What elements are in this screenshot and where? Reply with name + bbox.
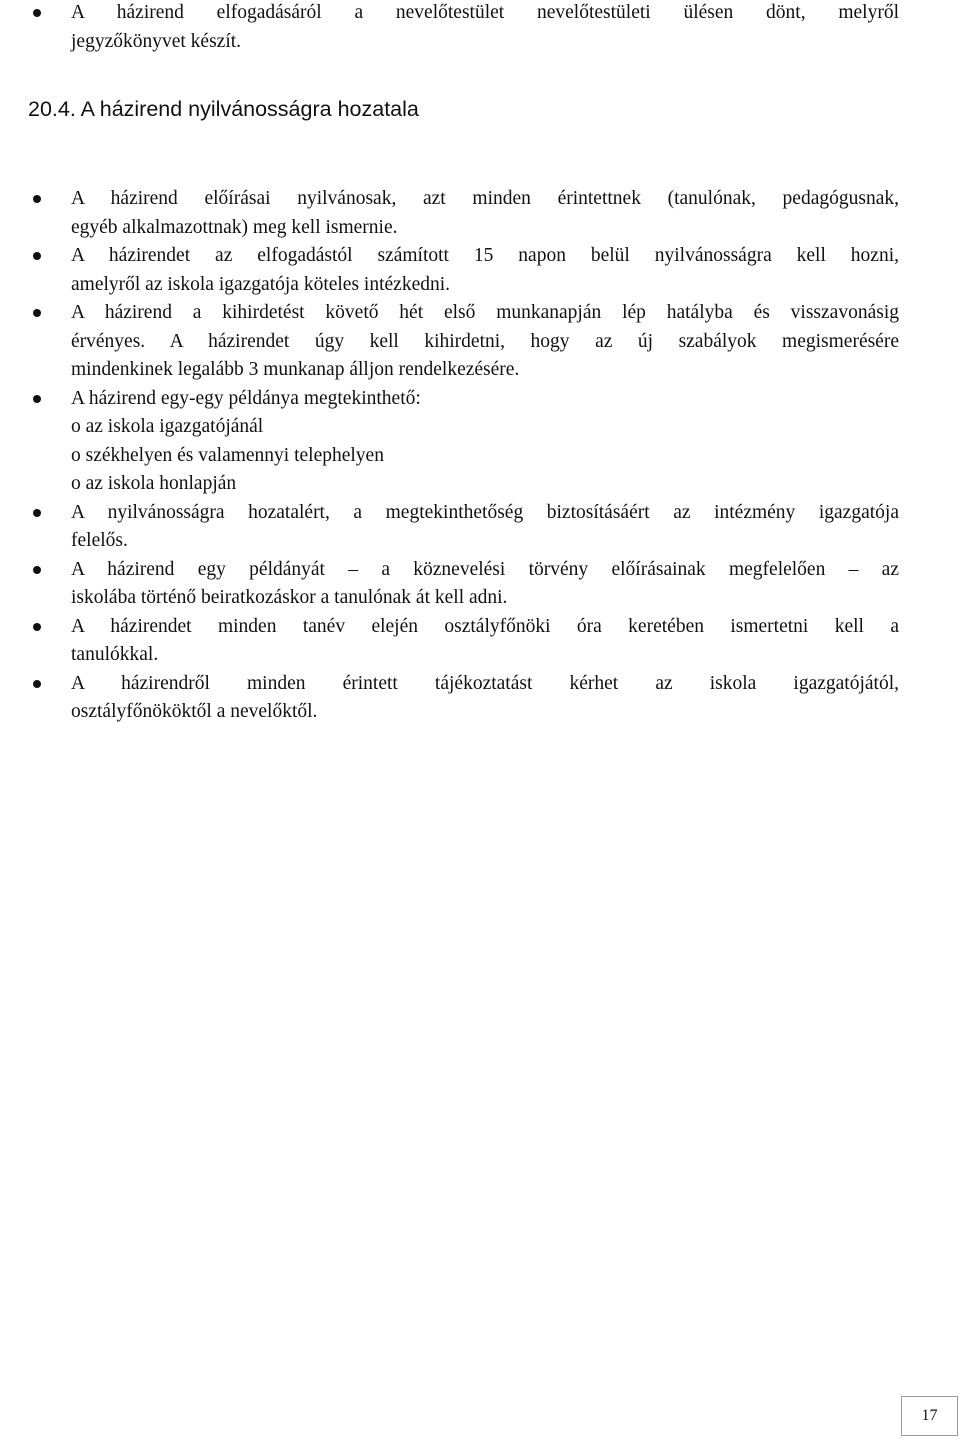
- bullet-icon: [33, 195, 41, 203]
- section-heading: 20.4. A házirend nyilvánosságra hozatala: [28, 97, 419, 121]
- list-item-line: jegyzőkönyvet készít.: [71, 30, 242, 52]
- bullet-icon: [33, 9, 41, 17]
- list-item-line: iskolába történő beiratkozáskor a tanulónak át kell adni.: [71, 587, 508, 608]
- bullet-icon: [33, 623, 41, 631]
- list-item: [0, 670, 960, 727]
- page-number: 17: [901, 1396, 958, 1436]
- bullet-icon: [33, 252, 41, 260]
- main-bullet-list: [0, 185, 960, 727]
- list-item-line: A nyilvánosságra hozatalért, a megtekinthetőség biztosításáért az intézmény igazgatója: [71, 501, 899, 523]
- bullet-icon: [33, 509, 41, 517]
- list-item: [0, 556, 960, 613]
- list-item-line: osztályfőnököktől a nevelőktől.: [71, 701, 318, 722]
- list-item: [0, 613, 960, 670]
- list-item-line: egyéb alkalmazottnak) meg kell ismernie.: [71, 216, 398, 238]
- list-item-line: A házirendet minden tanév elején osztályfőnöki óra keretében ismertetni kell a: [71, 615, 899, 637]
- bullet-icon: [33, 680, 41, 688]
- list-item-line: A házirend előírásai nyilvánosak, azt minden érintettnek (tanulónak, pedagógusnak,: [71, 188, 899, 209]
- bullet-icon: [33, 566, 41, 574]
- list-item-line: felelős.: [71, 530, 128, 551]
- list-item: [0, 499, 960, 556]
- list-item-line: mindenkinek legalább 3 munkanap álljon rendelkezésére.: [71, 359, 520, 380]
- list-item: [0, 299, 960, 385]
- list-item: [0, 185, 960, 242]
- bullet-icon: [33, 309, 41, 317]
- top-bullet-list: [0, 0, 960, 56]
- sub-list-item: o székhelyen és valamennyi telephelyen: [71, 444, 384, 466]
- list-item-line: A házirend a kihirdetést követő hét első munkanapján lép hatályba és visszavonásig: [71, 302, 899, 323]
- list-item-line: A házirend egy példányát – a köznevelési törvény előírásainak megfelelően – az: [71, 558, 899, 580]
- list-item-line: tanulókkal.: [71, 644, 159, 665]
- list-item-line: A házirendet az elfogadástól számított 15 napon belül nyilvánosságra kell hozni,: [71, 245, 899, 266]
- list-item-line: amelyről az iskola igazgatója köteles intézkedni.: [71, 273, 451, 295]
- list-item: [0, 242, 960, 299]
- sub-list-item: o az iskola igazgatójánál: [71, 416, 264, 437]
- list-item-line: A házirend egy-egy példánya megtekinthető:: [71, 387, 421, 409]
- list-item-line: A házirendről minden érintett tájékoztatást kérhet az iskola igazgatójától,: [71, 672, 899, 694]
- list-item: [0, 0, 960, 56]
- list-item-line: A házirend elfogadásáról a nevelőtestület nevelőtestületi ülésen dönt, melyről: [71, 2, 899, 23]
- list-item: [0, 385, 960, 499]
- sub-list-item: o az iskola honlapján: [71, 473, 237, 494]
- bullet-icon: [33, 395, 41, 403]
- list-item-line: érvényes. A házirendet úgy kell kihirdetni, hogy az új szabályok megismerésére: [71, 330, 899, 352]
